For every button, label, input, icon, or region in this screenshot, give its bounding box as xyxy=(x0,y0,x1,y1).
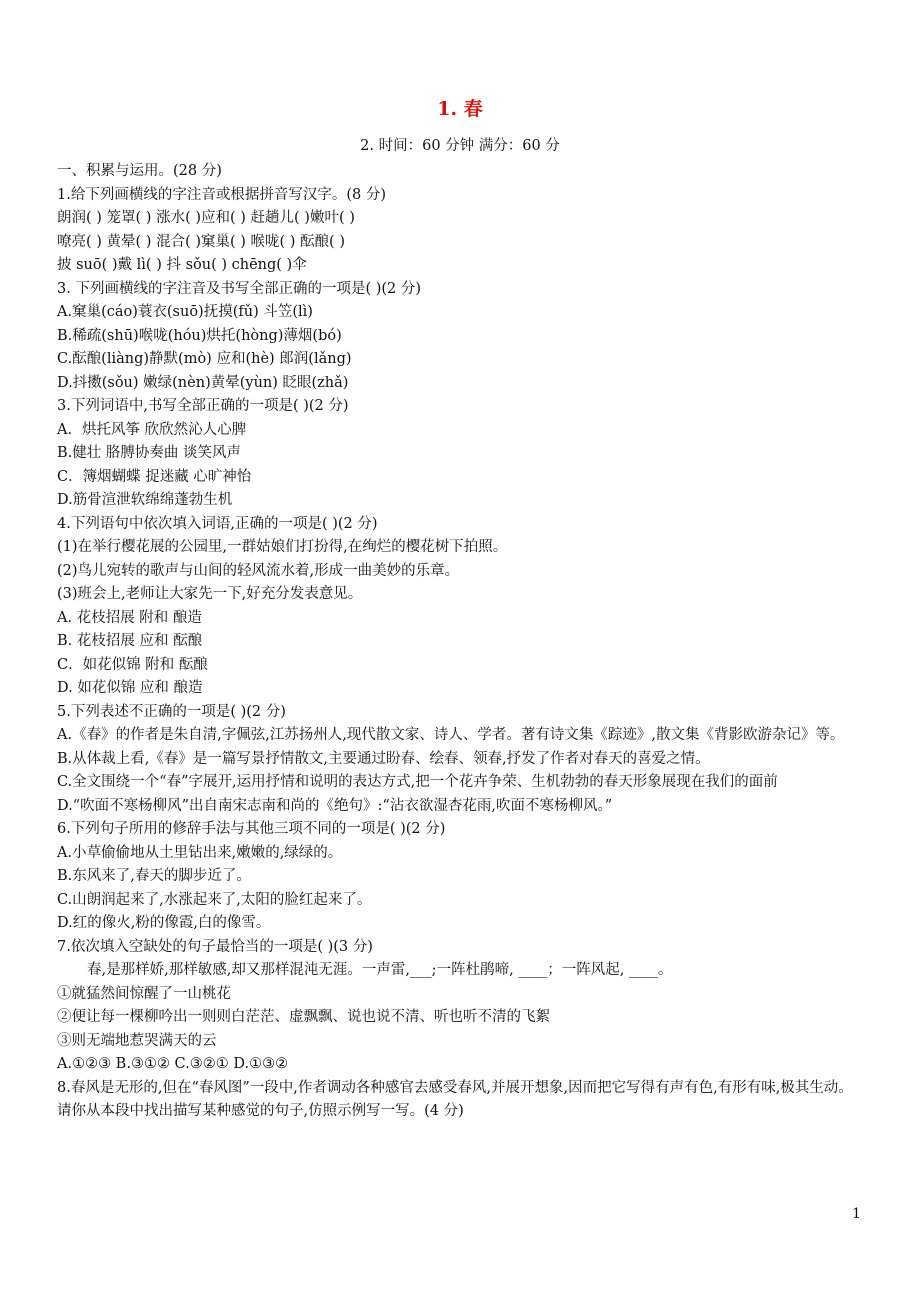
passage: 春,是那样娇,那样敏感,却又那样混沌无涯。一声雷,___;一阵杜鹃啼, ____；一阵风起, ____。 xyxy=(87,962,673,978)
option-d: D.抖擞(sǒu) 嫩绿(nèn)黄晕(yùn) 眨眼(zhǎ) xyxy=(57,374,349,391)
option-b: B.稀疏(shū)喉咙(hóu)烘托(hòng)薄烟(bó) xyxy=(57,327,342,344)
exam-info: 2. 时间：60 分钟 满分：60 分 xyxy=(360,138,560,154)
option-a: A．烘托风筝 欣欣然沁人心脾 xyxy=(57,421,247,438)
sentence-3: (3)班会上,老师让大家先一下,好充分发表意见。 xyxy=(57,586,363,602)
question-7: 7.依次填入空缺处的句子最恰当的一项是( )(3 分) xyxy=(57,938,373,955)
option-d: D.“吹面不寒杨柳风”出自南宋志南和尚的《绝句》:“沾衣欲湿杏花雨,吹面不寒杨柳风。” xyxy=(57,797,613,814)
option-a: A.窠巢(cáo)蓑衣(suō)抚摸(fǔ) 斗笠(lì) xyxy=(57,304,313,320)
option-a: A.小草偷偷地从土里钻出来,嫩嫩的,绿绿的。 xyxy=(57,844,343,861)
question-1: 1.给下列画横线的字注音或根据拼音写汉字。(8 分) xyxy=(57,186,386,203)
question-6: 6.下列句子所用的修辞手法与其他三项不同的一项是( )(2 分) xyxy=(57,821,446,837)
sentence-1: (1)在举行樱花展的公园里,一群姑娘们打扮得,在绚烂的樱花树下拍照。 xyxy=(57,539,508,555)
option-b: B. 花枝招展 应和 酝酿 xyxy=(57,633,203,649)
choice-2: ②便让每一棵柳吟出一则则白茫茫、虚飘飘、说也说不清、听也听不清的飞絮 xyxy=(57,1009,550,1025)
option-b: B.健壮 胳膊协奏曲 谈笑风声 xyxy=(57,445,241,461)
option-c: C.酝酿(liàng)静默(mò) 应和(hè) 郎润(lǎng) xyxy=(57,351,352,367)
question-body xyxy=(57,160,867,1124)
option-c: C.全文围绕一个“春”字展开,运用抒情和说明的表达方式,把一个花卉争荣、生机勃勃的春天形象展现在我们的面前 xyxy=(57,774,778,790)
option-d: D.红的像火,粉的像霞,白的像雪。 xyxy=(57,915,271,931)
option-c: C．簿烟蝴蝶 捉迷藏 心旷神怡 xyxy=(57,468,252,485)
option-c: C.山朗润起来了,水涨起来了,太阳的脸红起来了。 xyxy=(57,891,372,908)
question-1-row-1: 朗润( ) 笼罩( ) 涨水( )应和( ) 赶趟儿( )嫩叶( ) xyxy=(57,210,355,226)
sentence-2: (2)鸟儿宛转的歌声与山间的轻风流水着,形成一曲美妙的乐章。 xyxy=(57,562,460,579)
question-8: 8.春风是无形的,但在“春风图”一段中,作者调动各种感官去感受春风,并展开想象,因而把它写得有声有色,有形有味,极其生动。请你从本段中找出描写某种感觉的句子,仿照示例写一写。(4 分) xyxy=(57,1079,853,1119)
question-1-row-3: 披 suō( )戴 lì( ) 抖 sǒu( ) chēng( )伞 xyxy=(57,257,307,273)
answer-options: A.①②③ B.③①② C.③②① D.①③② xyxy=(57,1056,289,1072)
question-4: 4.下列语句中依次填入词语,正确的一项是( )(2 分) xyxy=(57,515,378,532)
question-1-row-2: 嘹亮( ) 黄晕( ) 混合( )窠巢( ) 喉咙( ) 酝酿( ) xyxy=(57,233,345,250)
choice-1: ①就猛然间惊醒了一山桃花 xyxy=(57,985,231,1002)
option-b: B.东风来了,春天的脚步近了。 xyxy=(57,868,251,884)
choice-3: ③则无端地惹哭满天的云 xyxy=(57,1032,217,1049)
question-3: 3.下列词语中,书写全部正确的一项是( )(2 分) xyxy=(57,398,349,414)
section-heading: 一、积累与运用。(28 分) xyxy=(57,163,222,179)
page-number: 1 xyxy=(852,1206,861,1222)
option-a: A.《春》的作者是朱自清,字佩弦,江苏扬州人,现代散文家、诗人、学者。著有诗文集《踪迹》,散文集《背影欧游杂记》等。 xyxy=(57,727,845,743)
option-d: D. 如花似锦 应和 酿造 xyxy=(57,680,203,696)
option-b: B.从体裁上看,《春》是一篇写景抒情散文,主要通过盼春、绘春、领春,抒发了作者对春天的喜爱之情。 xyxy=(57,750,710,767)
question-2: 3. 下列画横线的字注音及书写全部正确的一项是( )(2 分) xyxy=(57,280,422,297)
page-title: 1. 春 xyxy=(437,98,483,120)
option-d: D.筋骨渲泄软绵绵蓬勃生机 xyxy=(57,492,233,508)
option-a: A. 花枝招展 附和 酿造 xyxy=(57,609,202,626)
question-5: 5.下列表述不正确的一项是( )(2 分) xyxy=(57,703,286,720)
option-c: C．如花似锦 附和 酝酿 xyxy=(57,656,208,673)
